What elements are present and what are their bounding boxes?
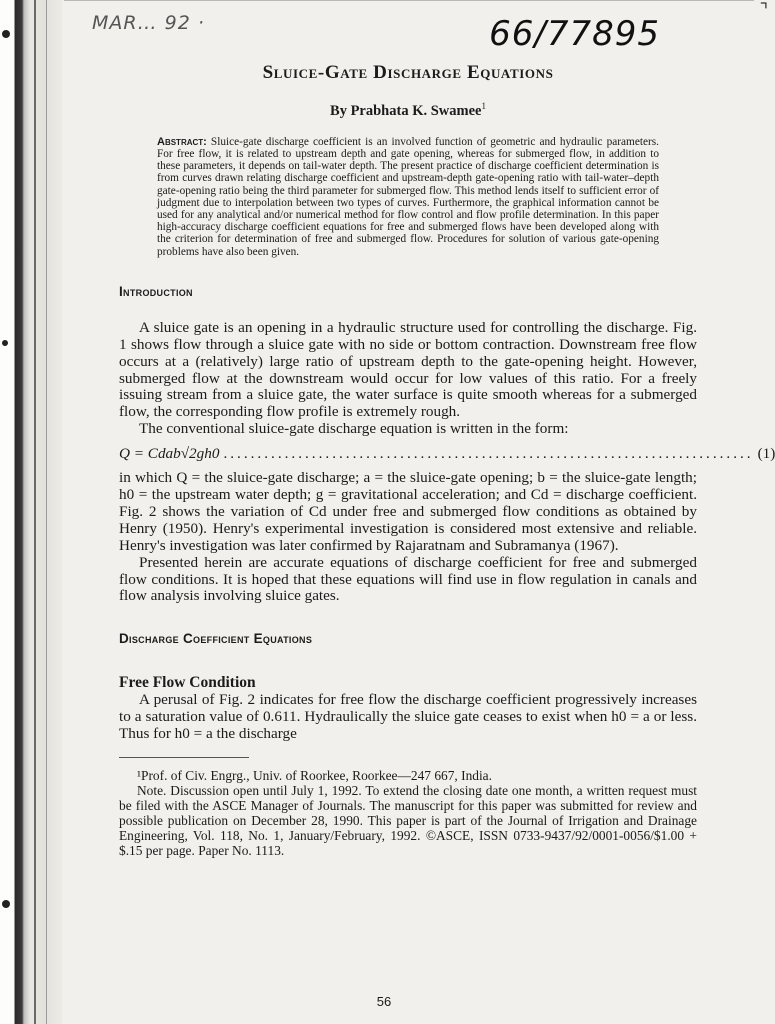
- author-footnote-mark: 1: [481, 101, 486, 111]
- footnote-rule: [119, 757, 249, 758]
- binding-line: [34, 0, 36, 1024]
- punch-hole: [2, 900, 10, 908]
- punch-hole: [2, 340, 8, 346]
- paragraph: in which Q = the sluice-gate discharge; a = the sluice-gate opening; b = the sluice-gate length; h0 = the upstream water depth; g = gravitational acceleration; and Cd = discharge coefficient. Fig. 2 shows the variation of Cd under free and submerged flow conditions as obtained by Henry (1950). Henry's experimental investigation is considered most extensive and reliable. Henry's investigation was later confirmed by Rajaratnam and Subramanya (1967).: [119, 469, 697, 554]
- page-number: 56: [376, 994, 392, 1009]
- free-flow-body: [119, 692, 697, 743]
- author-prefix: By: [330, 102, 351, 119]
- section-heading-introduction: Introduction: [119, 283, 193, 299]
- abstract-label: Abstract:: [157, 135, 207, 148]
- punch-hole: [2, 30, 10, 38]
- handwritten-accession-number: 66/77895: [489, 14, 660, 54]
- author-name: Prabhata K. Swamee: [350, 102, 482, 119]
- paragraph: The conventional sluice-gate discharge equation is written in the form:: [139, 420, 569, 438]
- equation-number: (1): [757, 445, 775, 463]
- scan-top-edge: [64, 0, 754, 1]
- paragraph: A perusal of Fig. 2 indicates for free flow the discharge coefficient progressively increases to a saturation value of 0.611. Hydraulically the sluice gate ceases to exist when h0 = a or less. Thus for h0 = a the discharge: [119, 691, 697, 743]
- abstract: [157, 136, 659, 258]
- binding-line: [46, 0, 47, 1024]
- dot-leader: ..............................................................................: [223, 445, 754, 463]
- equation-expression: Q = Cdab√2gh0: [119, 445, 220, 463]
- handwritten-note-left: MAR… 92 ·: [92, 12, 205, 34]
- subsection-heading-free-flow: Free Flow Condition: [119, 674, 256, 692]
- author-line: [119, 101, 697, 120]
- section-heading-discharge-coefficient: Discharge Coefficient Equations: [119, 631, 313, 647]
- introduction-body: [119, 318, 775, 606]
- paragraph: Presented herein are accurate equations of discharge coefficient for free and submerged flow conditions. It is hoped that these equations will find use in flow regulation in canals and flow analysis involving sluice gates.: [119, 553, 697, 605]
- paragraph: A sluice gate is an opening in a hydraulic structure used for controlling the discharge. Fig. 1 shows flow through a sluice gate with no side or bottom contraction. Downstream free flow occurs at a (relatively) large ratio of upstream depth to the gate-opening height. However, submerged flow at the downstream would occur for low values of this ratio. For a freely issuing stream from a sluice gate, the water surface is quite smooth whereas for a submerged flow, the corresponding flow profile is extremely rough.: [119, 318, 697, 421]
- footnote-affiliation: ¹Prof. of Civ. Engrg., Univ. of Roorkee, Roorkee—247 667, India.: [137, 768, 492, 784]
- article-page: [119, 62, 775, 859]
- equation-1: [119, 445, 775, 463]
- footnotes: [119, 757, 697, 858]
- scan-binding-edge: [0, 0, 62, 1024]
- page-corner-mark: ⌝: [759, 0, 768, 20]
- abstract-text: Sluice-gate discharge coefficient is an involved function of geometric and hydraulic parameters. For free flow, it is related to upstream depth and gate opening, whereas for submerged flow, in addition to these parameters, it depends on tail-water depth. The present practice of discharge coefficient determination is from curves drawn relating discharge coefficient and upstream-depth gate-opening ratio with tail-water–depth gate-opening ratio being the third parameter for submerged flow. This method lends itself to sufficient error of judgment due to interpolation between two types of curves. Furthermore, the graphical information cannot be used for any analytical and/or numerical method for flow control and flow profile determination. In this paper high-accuracy discharge coefficient equations for free and submerged flows have been developed along with the criterion for determination of free and submerged flow. Procedures for solution of various gate-opening problems have also been given.: [157, 135, 659, 258]
- footnote-note: Note. Discussion open until July 1, 1992. To extend the closing date one month, a written request must be filed with the ASCE Manager of Journals. The manuscript for this paper was submitted for review and possible publication on December 28, 1990. This paper is part of the Journal of Irrigation and Drainage Engineering, Vol. 118, No. 1, January/February, 1992. ©ASCE, ISSN 0733-9437/92/0001-0056/$1.00 + $.15 per page. Paper No. 1113.: [119, 782, 697, 858]
- paper-title: Sluice-Gate Discharge Equations: [262, 62, 554, 83]
